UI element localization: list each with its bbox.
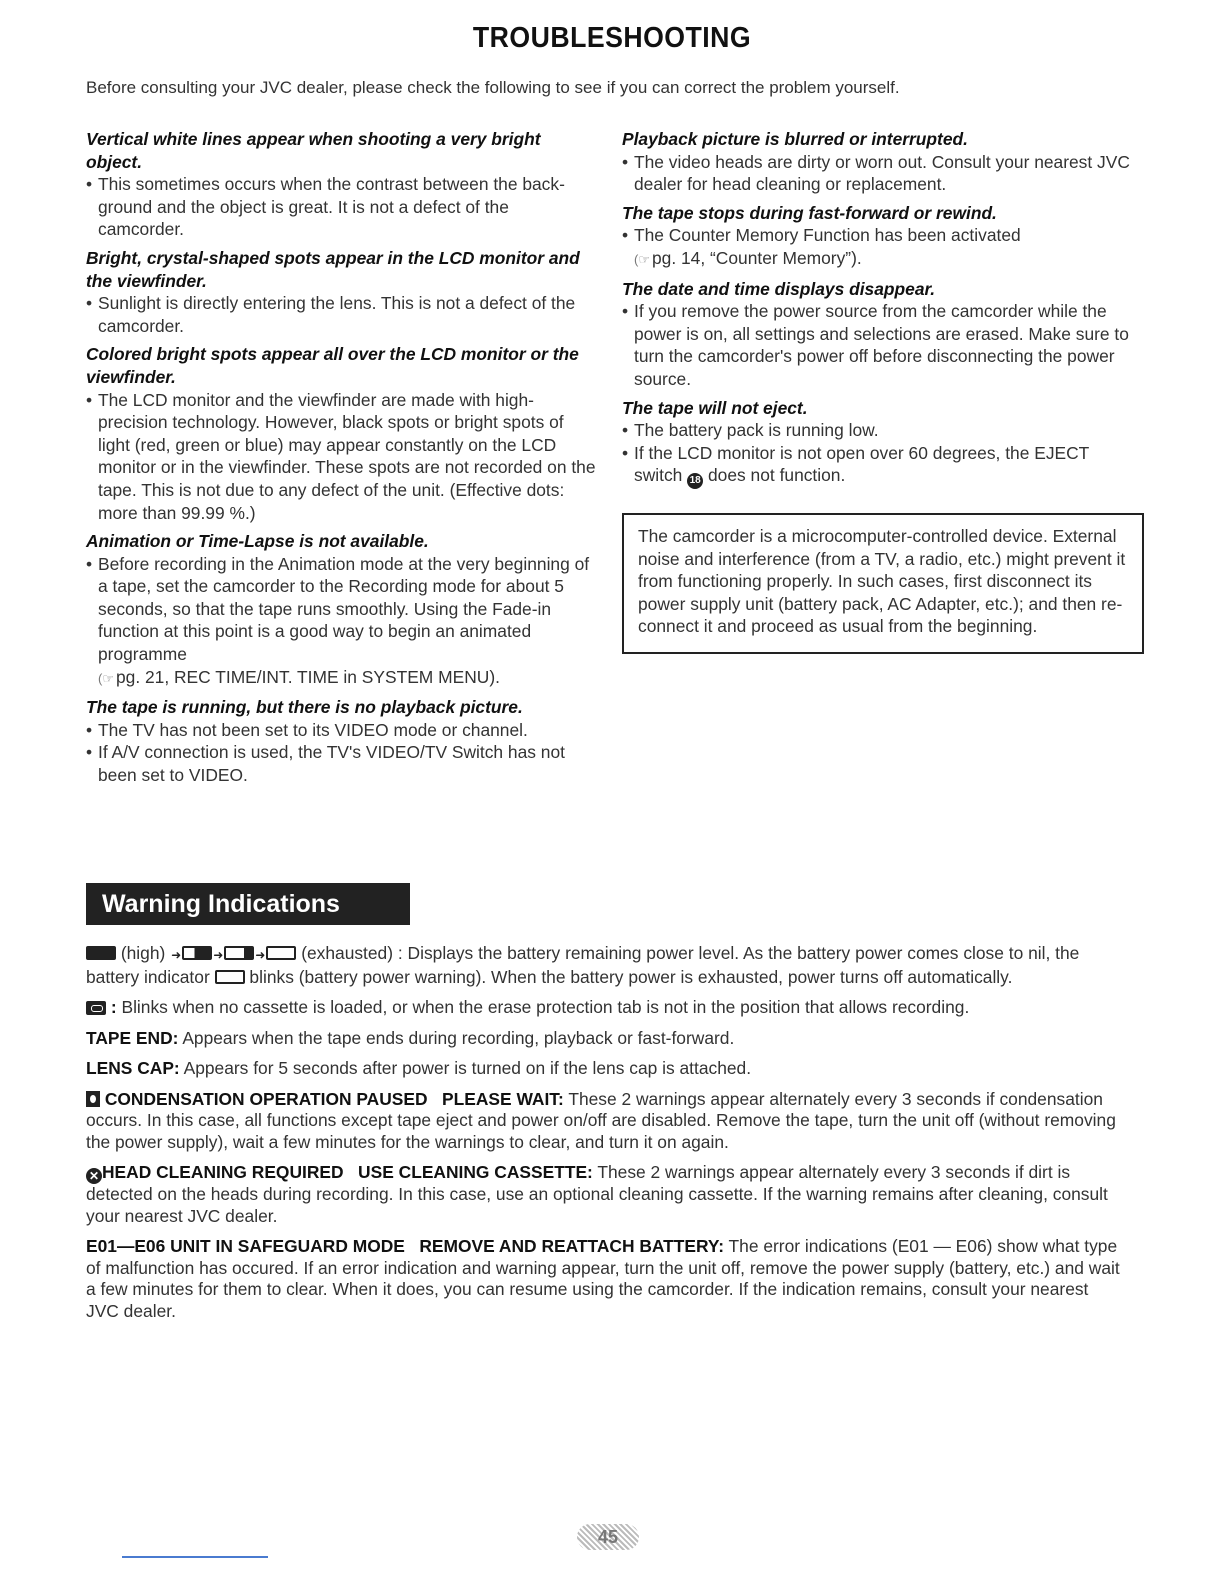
arrow-icon: ➜ xyxy=(255,948,266,962)
problem-heading: Playback picture is blurred or interrupted. xyxy=(622,129,968,149)
footer-line xyxy=(122,1556,268,1558)
battery-high-label: (high) xyxy=(120,943,166,963)
warning-cassette: : Blinks when no cassette is loaded, or when the erase protection tab is not in the position that allows recording. xyxy=(86,997,1126,1019)
problem-answer: • The video heads are dirty or worn out. Consult your nearest JVC dealer for head cleaning or replacement. xyxy=(622,151,1132,196)
warning-lens-cap xyxy=(86,1058,1126,1080)
battery-text: Displays the battery remaining power level. As the battery power comes close to nil, the battery indicator xyxy=(86,943,1080,987)
warning-battery xyxy=(86,943,1126,988)
problem-answer: • The LCD monitor and the viewfinder are made with high-precision technology. However, black spots or bright spots of light (red, green or blue) may appear constantly on the LCD monitor or in the viewfinder. These spots are not recorded on the tape. This is not due to any defect of the unit. (Effective dots: more than 99.99 %.) xyxy=(86,389,596,525)
problem-answer: • The battery pack is running low. xyxy=(622,419,1132,442)
page-title: TROUBLESHOOTING xyxy=(472,22,752,54)
answer-text: The Counter Memory Function has been activated xyxy=(634,225,1021,246)
warning-tape-end xyxy=(86,1028,1126,1050)
battery-empty-icon xyxy=(266,946,296,960)
intro-text: Before consulting your JVC dealer, please check the following to see if you can correct the problem yourself. xyxy=(86,78,900,97)
reference-icon: (☞ xyxy=(634,251,650,267)
warning-list xyxy=(86,943,1126,1331)
answer-text: Before recording in the Animation mode at the very beginning of a tape, set the camcorder to the Recording mode for about 5 seconds, so that the tape runs smoothly. Using the Fade-in function at this point is a good way to begin an animated programme xyxy=(98,553,590,665)
error-text: The error indications (E01 — E06) show what type of malfunction has occured. If an error indication and warning appear, turn the unit off, remove the power supply (battery, etc.) and wait a few minutes for them to clear. When it does, you can resume using the camcorder. If the indication remains, consult your nearest JVC dealer. xyxy=(86,1236,1120,1321)
problem-heading: The date and time displays disappear. xyxy=(622,278,936,299)
problem-heading: Vertical white lines appear when shooting a very bright object. xyxy=(86,129,541,172)
warning-head-cleaning xyxy=(86,1162,1126,1227)
page-number: 45 xyxy=(577,1524,639,1550)
problem-heading: Animation or Time-Lapse is not available. xyxy=(86,531,429,552)
battery-full-icon xyxy=(86,946,116,960)
eject-switch-number-icon: 18 xyxy=(687,473,703,489)
head-cleaning-icon: ✕ xyxy=(86,1168,102,1184)
answer-text: does not function. xyxy=(708,465,846,486)
battery-exhausted-label: (exhausted) : xyxy=(301,943,403,963)
reference-text: pg. 21, REC TIME/INT. TIME in SYSTEM MENU). xyxy=(115,666,500,687)
problem-heading: Colored bright spots appear all over the LCD monitor or the viewfinder. xyxy=(86,344,579,387)
reference-text: pg. 14, “Counter Memory”). xyxy=(651,247,862,268)
problem-heading: The tape will not eject. xyxy=(622,397,808,418)
left-column xyxy=(86,128,596,787)
notice-box: The camcorder is a microcomputer-controlled device. External noise and interference (from a TV, a radio, etc.) might prevent it from functioning properly. In such cases, first disconnect its power supply unit (battery pack, AC Adapter, etc.); and then re-connect it and proceed as usual from the beginning. xyxy=(622,513,1144,654)
problem-heading: Bright, crystal-shaped spots appear in the LCD monitor and the viewfinder. xyxy=(86,247,580,291)
arrow-icon: ➜ xyxy=(171,948,182,962)
problem-answer: • This sometimes occurs when the contrast between the back-ground and the object is great. It is not a defect of the camcorder. xyxy=(86,173,596,241)
answer-text: If the LCD monitor is not open over 60 degrees, the EJECT switch xyxy=(634,442,1089,486)
problem-heading: The tape is running, but there is no playback picture. xyxy=(86,697,523,718)
tape-end-text: Appears when the tape ends during recording, playback or fast-forward. xyxy=(182,1027,735,1048)
condensation-label: CONDENSATION OPERATION PAUSED PLEASE WAIT: xyxy=(104,1088,564,1109)
cassette-text: Blinks when no cassette is loaded, or when the erase protection tab is not in the position that allows recording. xyxy=(121,997,970,1017)
problem-answer xyxy=(622,442,1132,490)
head-cleaning-label: HEAD CLEANING REQUIRED USE CLEANING CASSETTE: xyxy=(102,1162,593,1182)
battery-empty-icon xyxy=(215,970,245,984)
battery-mid-icon xyxy=(182,946,212,960)
condensation-icon xyxy=(86,1091,100,1107)
problem-answer xyxy=(622,224,1132,271)
warning-condensation xyxy=(86,1089,1126,1154)
problem-answer: • The TV has not been set to its VIDEO mode or channel. xyxy=(86,719,596,742)
cassette-icon xyxy=(86,1001,106,1015)
arrow-icon: ➜ xyxy=(213,948,224,962)
lens-cap-text: Appears for 5 seconds after power is turned on if the lens cap is attached. xyxy=(183,1058,752,1078)
problem-answer: • If A/V connection is used, the TV's VIDEO/TV Switch has not been set to VIDEO. xyxy=(86,741,596,786)
battery-low-icon xyxy=(224,946,254,960)
problem-answer: • If you remove the power source from the camcorder while the power is on, all settings and selections are erased. Make sure to turn the camcorder's power off before disconnecting the power source. xyxy=(622,300,1132,390)
condensation-text: These 2 warnings appear alternately every 3 seconds if condensation occurs. In this case, all functions except tape eject and power on/off are disabled. Remove the tape, turn the unit off (without removing the power supply), wait a few minutes for the warnings to clear, and turn it on again. xyxy=(86,1088,1116,1152)
lens-cap-label: LENS CAP: xyxy=(86,1058,180,1078)
right-column xyxy=(622,128,1132,489)
error-label: E01—E06 UNIT IN SAFEGUARD MODE REMOVE AND REATTACH BATTERY: xyxy=(86,1236,725,1256)
head-cleaning-text: These 2 warnings appear alternately every 3 seconds if dirt is detected on the heads during recording. In this case, use an optional cleaning cassette. If the warning remains after cleaning, consult your nearest JVC dealer. xyxy=(86,1162,1108,1226)
battery-text: blinks (battery power warning). When the battery power is exhausted, power turns off automatically. xyxy=(249,966,1013,987)
tape-end-label: TAPE END: xyxy=(86,1027,179,1048)
reference-icon: (☞ xyxy=(98,670,114,686)
problem-answer xyxy=(86,553,596,691)
warning-indications-heading: Warning Indications xyxy=(86,883,410,925)
problem-heading: The tape stops during fast-forward or rewind. xyxy=(622,202,997,223)
problem-answer: • Sunlight is directly entering the lens. This is not a defect of the camcorder. xyxy=(86,292,596,337)
warning-error xyxy=(86,1236,1126,1322)
